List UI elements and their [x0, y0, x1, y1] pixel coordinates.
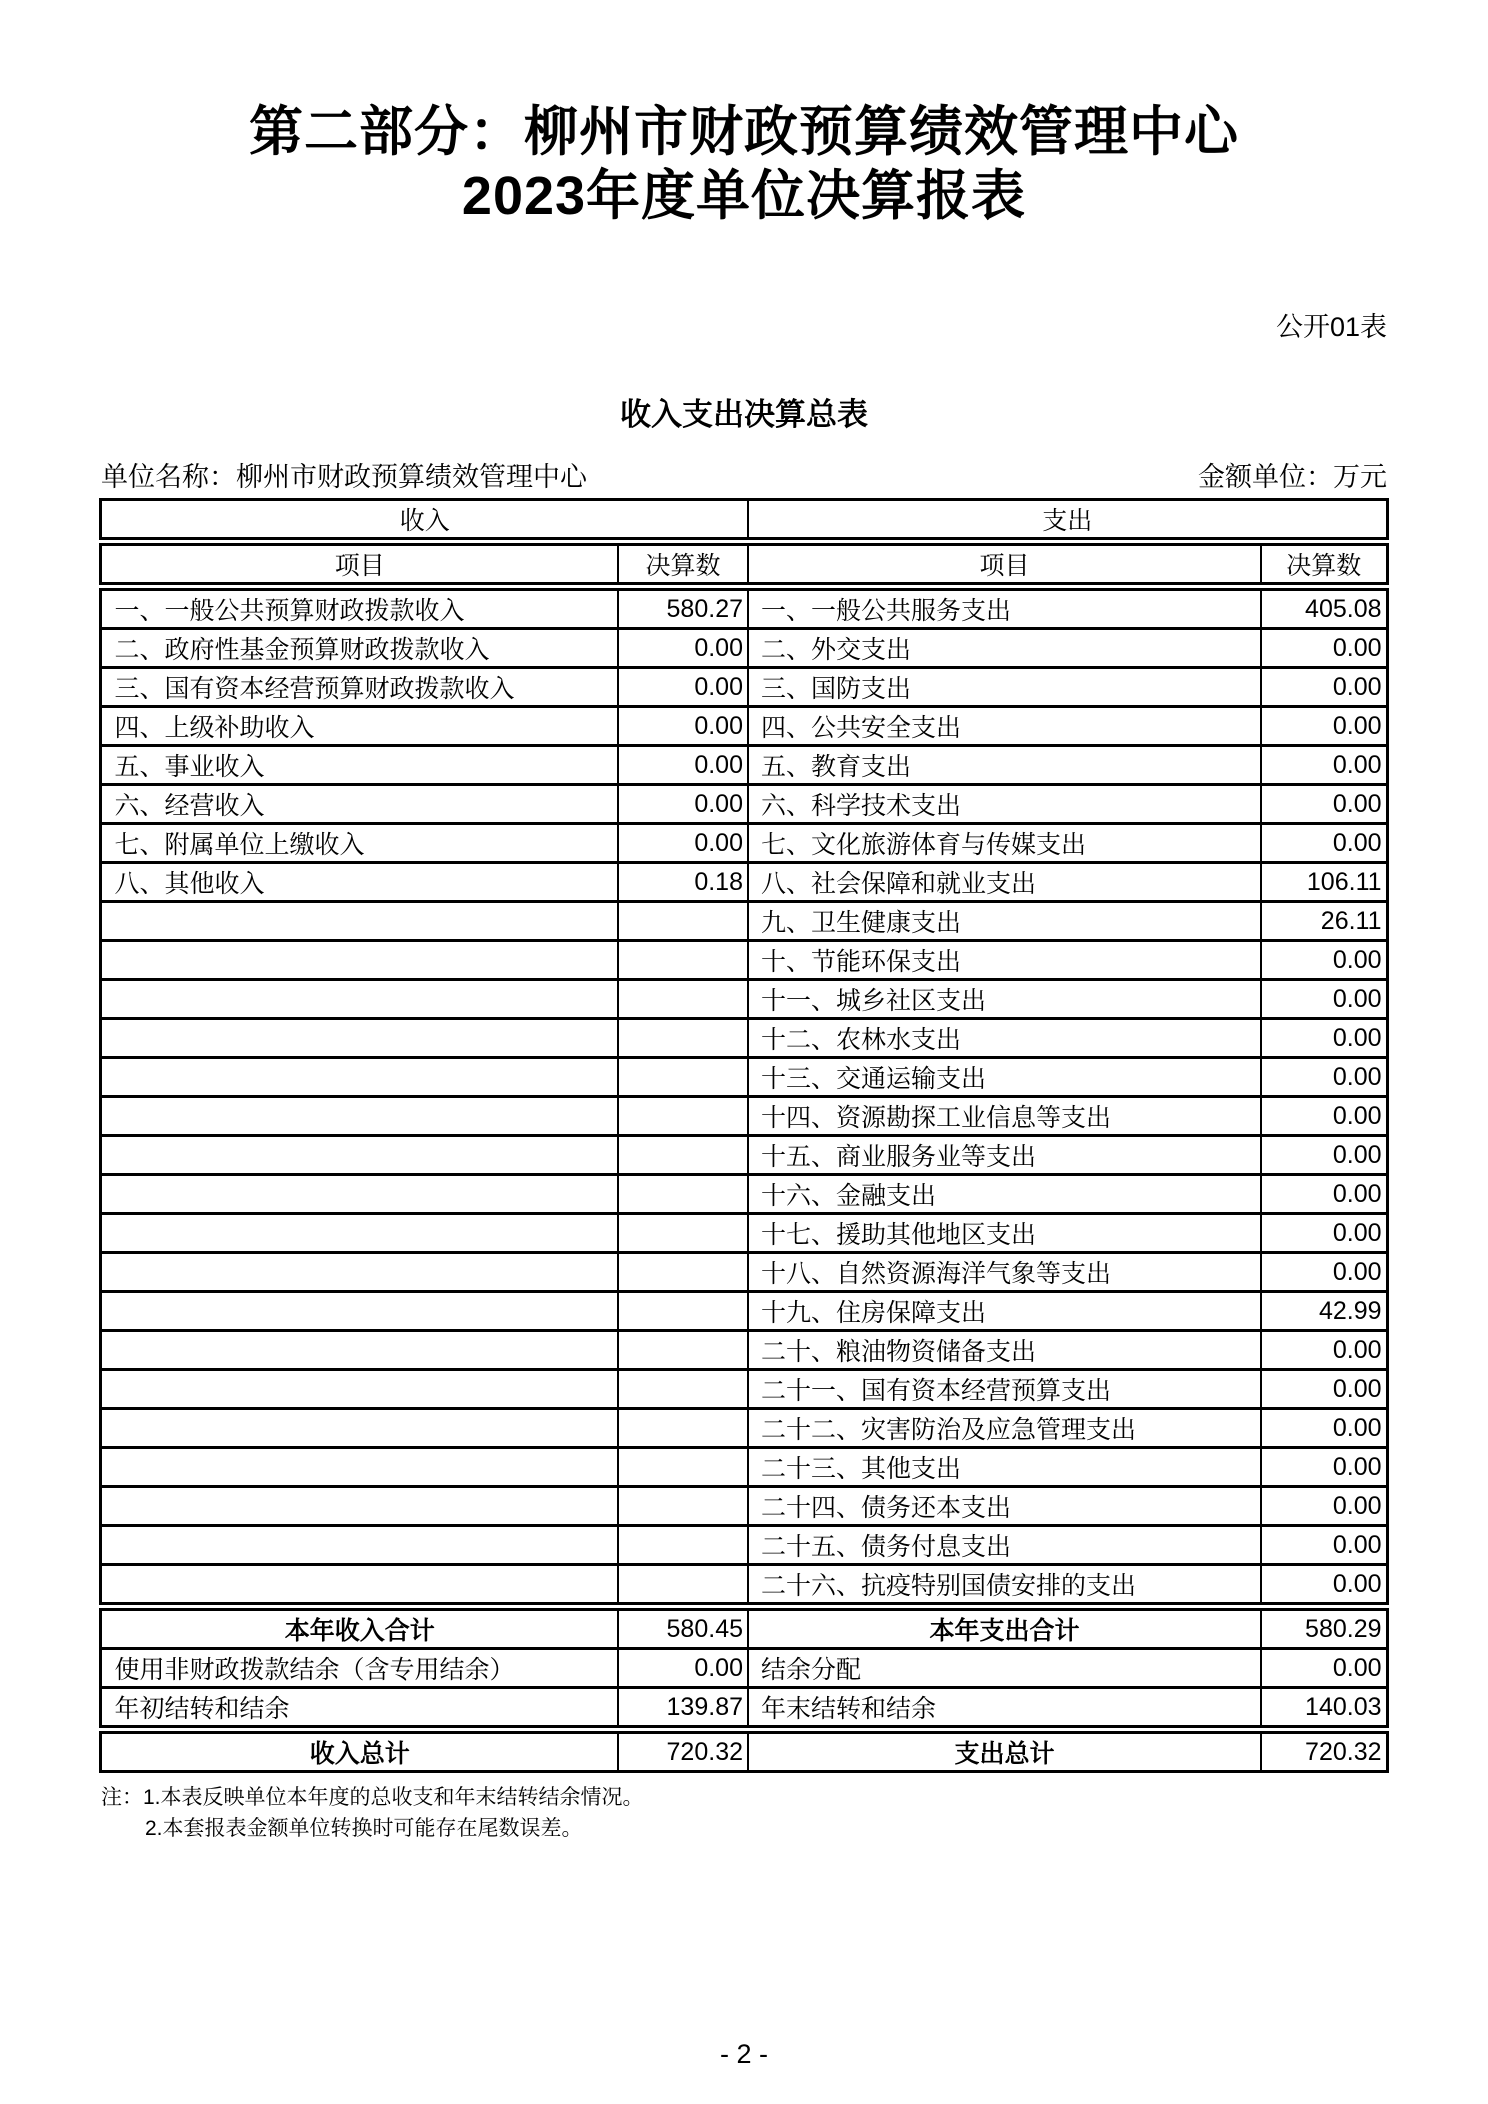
data-row-25-income-item	[101, 1526, 618, 1565]
data-row-18-expense-item: 十八、自然资源海洋气象等支出	[748, 1253, 1261, 1292]
data-row-5-income-value: 0.00	[618, 746, 748, 785]
form-code-label: 公开01表	[1275, 312, 1387, 342]
data-row-22-income-value	[618, 1409, 748, 1448]
data-row-19-expense-value: 42.99	[1261, 1292, 1387, 1331]
income-amount-column-header: 决算数	[618, 542, 748, 587]
unit-name-label: 单位名称：柳州市财政预算绩效管理中心	[101, 462, 587, 492]
data-row-18	[101, 1253, 1387, 1292]
data-row-15-expense-value: 0.00	[1261, 1136, 1387, 1175]
data-row-11-expense-item: 十一、城乡社区支出	[748, 980, 1261, 1019]
data-row-14-income-item	[101, 1097, 618, 1136]
summary-row-2-income-value: 0.00	[618, 1649, 748, 1688]
data-row-23-expense-item: 二十三、其他支出	[748, 1448, 1261, 1487]
data-row-8-expense-value: 106.11	[1261, 863, 1387, 902]
data-row-25	[101, 1526, 1387, 1565]
data-row-13-expense-value: 0.00	[1261, 1058, 1387, 1097]
data-row-2-income-item: 二、政府性基金预算财政拨款收入	[101, 629, 618, 668]
page-number: - 2 -	[719, 2039, 768, 2069]
data-row-1-income-value: 580.27	[618, 587, 748, 629]
summary-row-2	[101, 1649, 1387, 1688]
data-row-15-expense-item: 十五、商业服务业等支出	[748, 1136, 1261, 1175]
data-row-6-income-value: 0.00	[618, 785, 748, 824]
summary-row-4-expense-item: 支出总计	[748, 1730, 1261, 1772]
data-row-14-expense-value: 0.00	[1261, 1097, 1387, 1136]
data-row-26	[101, 1565, 1387, 1607]
data-row-17-expense-item: 十七、援助其他地区支出	[748, 1214, 1261, 1253]
data-row-15	[101, 1136, 1387, 1175]
data-row-25-expense-item: 二十五、债务付息支出	[748, 1526, 1261, 1565]
note-line-1: 注：1.本表反映单位本年度的总收支和年末结转结余情况。	[101, 1786, 644, 1809]
data-row-11-income-item	[101, 980, 618, 1019]
data-row-24-income-item	[101, 1487, 618, 1526]
data-row-4-expense-value: 0.00	[1261, 707, 1387, 746]
data-row-2-income-value: 0.00	[618, 629, 748, 668]
data-row-6	[101, 785, 1387, 824]
data-row-12-income-item	[101, 1019, 618, 1058]
summary-row-4-expense-value: 720.32	[1261, 1730, 1387, 1772]
data-row-3-expense-value: 0.00	[1261, 668, 1387, 707]
data-row-6-expense-value: 0.00	[1261, 785, 1387, 824]
summary-row-4-income-item: 收入总计	[101, 1730, 618, 1772]
data-row-14-income-value	[618, 1097, 748, 1136]
data-row-19	[101, 1292, 1387, 1331]
data-row-7-income-item: 七、附属单位上缴收入	[101, 824, 618, 863]
data-row-20-expense-value: 0.00	[1261, 1331, 1387, 1370]
data-row-7	[101, 824, 1387, 863]
data-row-9-expense-value: 26.11	[1261, 902, 1387, 941]
data-row-10-income-value	[618, 941, 748, 980]
data-row-13-income-value	[618, 1058, 748, 1097]
data-row-21-expense-value: 0.00	[1261, 1370, 1387, 1409]
data-row-17-income-item	[101, 1214, 618, 1253]
data-row-22-income-item	[101, 1409, 618, 1448]
table-meta-row	[101, 460, 1387, 494]
note-line-2: 2.本套报表金额单位转换时可能存在尾数误差。	[145, 1817, 583, 1840]
data-row-19-income-value	[618, 1292, 748, 1331]
data-row-23-expense-value: 0.00	[1261, 1448, 1387, 1487]
summary-row-2-income-item: 使用非财政拨款结余（含专用结余）	[101, 1649, 618, 1688]
data-row-1	[101, 587, 1387, 629]
data-row-1-expense-value: 405.08	[1261, 587, 1387, 629]
data-row-4-expense-item: 四、公共安全支出	[748, 707, 1261, 746]
data-row-7-income-value: 0.00	[618, 824, 748, 863]
data-row-20-income-item	[101, 1331, 618, 1370]
summary-row-2-expense-value: 0.00	[1261, 1649, 1387, 1688]
data-row-9-expense-item: 九、卫生健康支出	[748, 902, 1261, 941]
data-row-16-expense-item: 十六、金融支出	[748, 1175, 1261, 1214]
data-row-21-income-item	[101, 1370, 618, 1409]
data-row-2-expense-item: 二、外交支出	[748, 629, 1261, 668]
summary-row-1-expense-value: 580.29	[1261, 1607, 1387, 1649]
data-row-8-expense-item: 八、社会保障和就业支出	[748, 863, 1261, 902]
title-line-2: 2023年度单位决算报表	[461, 166, 1027, 226]
data-row-4	[101, 707, 1387, 746]
summary-row-2-expense-item: 结余分配	[748, 1649, 1261, 1688]
data-row-13-income-item	[101, 1058, 618, 1097]
summary-row-3-expense-item: 年末结转和结余	[748, 1688, 1261, 1730]
data-row-19-income-item	[101, 1292, 618, 1331]
data-row-1-income-item: 一、一般公共预算财政拨款收入	[101, 587, 618, 629]
data-row-7-expense-value: 0.00	[1261, 824, 1387, 863]
amount-unit-label: 金额单位：万元	[1198, 462, 1387, 492]
summary-row-1-income-item: 本年收入合计	[101, 1607, 618, 1649]
data-row-17-income-value	[618, 1214, 748, 1253]
data-row-8-income-value: 0.18	[618, 863, 748, 902]
summary-row-1	[101, 1607, 1387, 1649]
data-row-22-expense-value: 0.00	[1261, 1409, 1387, 1448]
data-row-9-income-value	[618, 902, 748, 941]
data-row-26-expense-item: 二十六、抗疫特别国债安排的支出	[748, 1565, 1261, 1607]
data-row-16-income-value	[618, 1175, 748, 1214]
data-row-24-expense-item: 二十四、债务还本支出	[748, 1487, 1261, 1526]
data-row-13-expense-item: 十三、交通运输支出	[748, 1058, 1261, 1097]
data-row-7-expense-item: 七、文化旅游体育与传媒支出	[748, 824, 1261, 863]
data-row-11	[101, 980, 1387, 1019]
data-row-8	[101, 863, 1387, 902]
income-expense-summary-table	[99, 498, 1388, 1773]
data-row-15-income-value	[618, 1136, 748, 1175]
data-row-22-expense-item: 二十二、灾害防治及应急管理支出	[748, 1409, 1261, 1448]
data-row-5-expense-item: 五、教育支出	[748, 746, 1261, 785]
data-row-11-income-value	[618, 980, 748, 1019]
data-row-10-expense-item: 十、节能环保支出	[748, 941, 1261, 980]
data-row-8-income-item: 八、其他收入	[101, 863, 618, 902]
data-row-5	[101, 746, 1387, 785]
summary-row-3-income-item: 年初结转和结余	[101, 1688, 618, 1730]
summary-row-3-expense-value: 140.03	[1261, 1688, 1387, 1730]
data-row-10-income-item	[101, 941, 618, 980]
data-row-9	[101, 902, 1387, 941]
title-line-1: 第二部分：柳州市财政预算绩效管理中心	[249, 102, 1239, 162]
data-row-17	[101, 1214, 1387, 1253]
expense-section-header: 支出	[748, 500, 1387, 542]
summary-row-1-expense-item: 本年支出合计	[748, 1607, 1261, 1649]
data-row-23-income-value	[618, 1448, 748, 1487]
data-row-1-expense-item: 一、一般公共服务支出	[748, 587, 1261, 629]
data-row-3	[101, 668, 1387, 707]
data-row-14	[101, 1097, 1387, 1136]
data-row-4-income-value: 0.00	[618, 707, 748, 746]
data-row-25-income-value	[618, 1526, 748, 1565]
data-row-4-income-item: 四、上级补助收入	[101, 707, 618, 746]
column-header-row	[101, 542, 1387, 587]
data-row-13	[101, 1058, 1387, 1097]
data-row-24-income-value	[618, 1487, 748, 1526]
data-row-20-income-value	[618, 1331, 748, 1370]
data-row-22	[101, 1409, 1387, 1448]
data-row-3-income-item: 三、国有资本经营预算财政拨款收入	[101, 668, 618, 707]
table-notes	[101, 1782, 1387, 1844]
data-row-12	[101, 1019, 1387, 1058]
data-row-12-income-value	[618, 1019, 748, 1058]
data-row-23-income-item	[101, 1448, 618, 1487]
income-section-header: 收入	[101, 500, 748, 542]
data-row-20-expense-item: 二十、粮油物资储备支出	[748, 1331, 1261, 1370]
data-row-26-expense-value: 0.00	[1261, 1565, 1387, 1607]
data-row-24-expense-value: 0.00	[1261, 1487, 1387, 1526]
data-row-18-income-item	[101, 1253, 618, 1292]
section-header-row	[101, 500, 1387, 542]
summary-row-1-income-value: 580.45	[618, 1607, 748, 1649]
table-title: 收入支出决算总表	[620, 397, 868, 432]
data-row-18-expense-value: 0.00	[1261, 1253, 1387, 1292]
data-row-16-income-item	[101, 1175, 618, 1214]
data-row-19-expense-item: 十九、住房保障支出	[748, 1292, 1261, 1331]
data-row-21-income-value	[618, 1370, 748, 1409]
data-row-21-expense-item: 二十一、国有资本经营预算支出	[748, 1370, 1261, 1409]
data-row-3-income-value: 0.00	[618, 668, 748, 707]
data-row-12-expense-value: 0.00	[1261, 1019, 1387, 1058]
data-row-17-expense-value: 0.00	[1261, 1214, 1387, 1253]
data-row-5-income-item: 五、事业收入	[101, 746, 618, 785]
expense-amount-column-header: 决算数	[1261, 542, 1387, 587]
data-row-24	[101, 1487, 1387, 1526]
data-row-23	[101, 1448, 1387, 1487]
data-row-15-income-item	[101, 1136, 618, 1175]
data-row-16-expense-value: 0.00	[1261, 1175, 1387, 1214]
document-title	[0, 100, 1488, 228]
data-row-21	[101, 1370, 1387, 1409]
income-item-column-header: 项目	[101, 542, 618, 587]
data-row-6-income-item: 六、经营收入	[101, 785, 618, 824]
data-row-10-expense-value: 0.00	[1261, 941, 1387, 980]
data-row-25-expense-value: 0.00	[1261, 1526, 1387, 1565]
data-row-6-expense-item: 六、科学技术支出	[748, 785, 1261, 824]
data-row-9-income-item	[101, 902, 618, 941]
data-row-20	[101, 1331, 1387, 1370]
data-row-2-expense-value: 0.00	[1261, 629, 1387, 668]
summary-row-3	[101, 1688, 1387, 1730]
data-row-18-income-value	[618, 1253, 748, 1292]
data-row-26-income-item	[101, 1565, 618, 1607]
data-row-12-expense-item: 十二、农林水支出	[748, 1019, 1261, 1058]
data-row-26-income-value	[618, 1565, 748, 1607]
data-row-2	[101, 629, 1387, 668]
data-row-14-expense-item: 十四、资源勘探工业信息等支出	[748, 1097, 1261, 1136]
summary-row-3-income-value: 139.87	[618, 1688, 748, 1730]
summary-row-4	[101, 1730, 1387, 1772]
expense-item-column-header: 项目	[748, 542, 1261, 587]
data-row-10	[101, 941, 1387, 980]
data-row-16	[101, 1175, 1387, 1214]
data-row-5-expense-value: 0.00	[1261, 746, 1387, 785]
summary-row-4-income-value: 720.32	[618, 1730, 748, 1772]
data-row-3-expense-item: 三、国防支出	[748, 668, 1261, 707]
data-row-11-expense-value: 0.00	[1261, 980, 1387, 1019]
